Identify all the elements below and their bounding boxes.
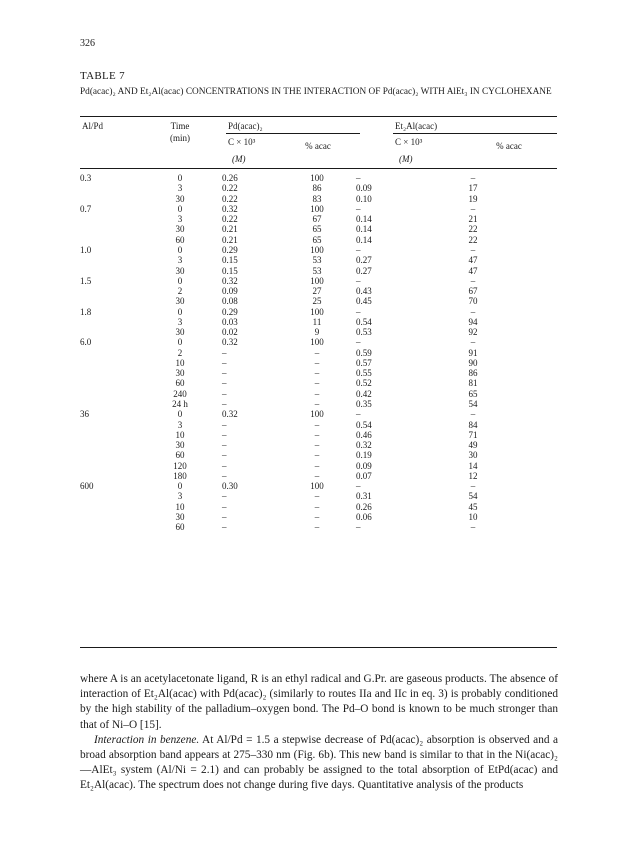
cell-time: 30: [175, 511, 185, 522]
cell-time: 2: [177, 347, 183, 358]
cell-et-acac: 91: [468, 347, 478, 358]
cell-et-conc: –: [356, 306, 361, 317]
cell-al-pd: 36: [80, 409, 89, 420]
cell-et-acac: 71: [468, 429, 478, 440]
cell-et-conc: –: [356, 203, 361, 214]
table-row: [80, 512, 526, 522]
cell-pd-conc: 0.02: [222, 327, 238, 338]
cell-time: 30: [175, 224, 185, 235]
header-pd-group: Pd(acac)₂: [228, 121, 263, 131]
cell-pd-acac: –: [314, 501, 320, 512]
cell-time: 0: [177, 306, 183, 317]
table-row: [80, 348, 526, 358]
cell-time: 30: [175, 193, 185, 204]
cell-pd-acac: –: [314, 347, 320, 358]
table-row: [80, 481, 526, 491]
cell-al-pd: [80, 368, 138, 378]
cell-et-conc: 0.59: [356, 347, 372, 358]
table-row: [80, 214, 526, 224]
cell-al-pd: [80, 194, 138, 204]
cell-pd-acac: –: [314, 388, 320, 399]
cell-et-acac: –: [470, 244, 476, 255]
cell-et-acac: 14: [468, 460, 478, 471]
cell-al-pd: 0.3: [80, 173, 92, 184]
cell-pd-conc: –: [222, 511, 227, 522]
cell-pd-acac: 11: [312, 316, 322, 327]
cell-et-conc: 0.53: [356, 327, 372, 338]
table-row: [80, 471, 526, 481]
cell-time: 30: [175, 440, 185, 451]
cell-time: 60: [175, 522, 185, 533]
cell-pd-conc: –: [222, 450, 227, 461]
cell-et-acac: 30: [468, 450, 478, 461]
header-al-pd: Al/Pd: [82, 121, 104, 131]
cell-pd-acac: –: [314, 398, 320, 409]
cell-pd-acac: –: [314, 491, 320, 502]
cell-et-conc: 0.35: [356, 398, 372, 409]
cell-pd-conc: 0.21: [222, 224, 238, 235]
cell-pd-acac: 100: [310, 409, 324, 420]
cell-al-pd: [80, 491, 138, 501]
cell-time: 3: [177, 214, 183, 225]
cell-et-acac: 86: [468, 368, 478, 379]
cell-time: 0: [177, 203, 183, 214]
table-row: [80, 378, 526, 388]
cell-et-acac: 47: [468, 255, 478, 266]
cell-al-pd: 1.8: [80, 306, 92, 317]
table-row: [80, 255, 526, 265]
cell-pd-conc: –: [222, 378, 227, 389]
cell-pd-conc: 0.08: [222, 296, 238, 307]
cell-et-conc: 0.07: [356, 470, 372, 481]
table-row: [80, 450, 526, 460]
cell-al-pd: 1.0: [80, 244, 92, 255]
cell-et-conc: 0.46: [356, 429, 372, 440]
cell-pd-conc: 0.03: [222, 316, 238, 327]
table-row: [80, 327, 526, 337]
cell-pd-acac: –: [314, 378, 320, 389]
cell-et-conc: 0.09: [356, 460, 372, 471]
table-row: [80, 440, 526, 450]
header-pd-conc-unit: (M): [232, 154, 246, 164]
header-et-pct: % acac: [496, 141, 522, 151]
cell-pd-acac: 100: [310, 481, 324, 492]
cell-pd-conc: –: [222, 419, 227, 430]
cell-pd-acac: 100: [310, 275, 324, 286]
cell-et-acac: –: [470, 481, 476, 492]
cell-et-acac: 90: [468, 357, 478, 368]
cell-al-pd: [80, 471, 138, 481]
table-row: [80, 317, 526, 327]
cell-et-acac: 22: [468, 234, 478, 245]
cell-et-conc: –: [356, 173, 361, 184]
cell-al-pd: [80, 450, 138, 460]
cell-et-conc: 0.10: [356, 193, 372, 204]
cell-pd-conc: 0.32: [222, 337, 238, 348]
cell-pd-acac: 100: [310, 337, 324, 348]
cell-pd-acac: 100: [310, 244, 324, 255]
cell-pd-conc: 0.15: [222, 255, 238, 266]
table-row: [80, 460, 526, 470]
cell-pd-acac: –: [314, 522, 320, 533]
cell-pd-conc: –: [222, 522, 227, 533]
cell-time: 60: [175, 378, 185, 389]
cell-pd-acac: –: [314, 460, 320, 471]
cell-et-conc: 0.45: [356, 296, 372, 307]
cell-et-conc: 0.43: [356, 286, 372, 297]
cell-al-pd: [80, 358, 138, 368]
cell-time: 0: [177, 409, 183, 420]
cell-time: 3: [177, 316, 183, 327]
cell-al-pd: [80, 389, 138, 399]
table-body: [80, 173, 526, 532]
table-row: [80, 419, 526, 429]
paragraph-2-heading: Interaction in benzene.: [94, 733, 200, 746]
cell-pd-acac: –: [314, 450, 320, 461]
pd-group-rule: [226, 133, 360, 134]
cell-et-conc: –: [356, 409, 361, 420]
cell-pd-acac: 9: [314, 327, 320, 338]
cell-pd-conc: 0.09: [222, 286, 238, 297]
cell-et-acac: 45: [468, 501, 478, 512]
cell-pd-acac: 100: [310, 306, 324, 317]
table-header-rule: [80, 168, 557, 169]
cell-pd-conc: 0.22: [222, 214, 238, 225]
cell-pd-acac: –: [314, 357, 320, 368]
cell-et-acac: 84: [468, 419, 478, 430]
cell-al-pd: [80, 348, 138, 358]
cell-et-acac: 65: [468, 388, 478, 399]
cell-pd-acac: –: [314, 429, 320, 440]
cell-al-pd: [80, 430, 138, 440]
header-time: Time: [170, 121, 190, 131]
et-group-rule: [393, 133, 557, 134]
cell-et-acac: –: [470, 409, 476, 420]
cell-time: 30: [175, 327, 185, 338]
table-row: [80, 224, 526, 234]
table-row: [80, 265, 526, 275]
cell-pd-acac: 27: [312, 286, 322, 297]
cell-al-pd: [80, 399, 138, 409]
cell-et-conc: 0.42: [356, 388, 372, 399]
cell-pd-acac: 67: [312, 214, 322, 225]
cell-et-acac: 49: [468, 440, 478, 451]
cell-et-acac: 22: [468, 224, 478, 235]
cell-al-pd: 6.0: [80, 337, 92, 348]
cell-et-acac: –: [470, 275, 476, 286]
table-row: [80, 491, 526, 501]
cell-pd-conc: 0.32: [222, 275, 238, 286]
cell-time: 30: [175, 368, 185, 379]
cell-et-acac: 54: [468, 491, 478, 502]
cell-et-acac: 47: [468, 265, 478, 276]
cell-et-acac: 67: [468, 286, 478, 297]
cell-pd-conc: –: [222, 501, 227, 512]
cell-pd-conc: 0.30: [222, 481, 238, 492]
cell-time: 3: [177, 491, 183, 502]
cell-time: 10: [175, 501, 185, 512]
header-pd-pct: % acac: [305, 141, 331, 151]
table-caption: Pd(acac)₂ AND Et₂Al(acac) CONCENTRATIONS IN THE INTERACTION OF Pd(acac)₂ WITH AlEt₃ IN CYCLOHEXANE: [80, 87, 552, 97]
cell-time: 240: [173, 388, 187, 399]
cell-et-acac: –: [470, 173, 476, 184]
cell-time: 60: [175, 234, 185, 245]
cell-pd-acac: 53: [312, 255, 322, 266]
cell-pd-acac: 100: [310, 203, 324, 214]
cell-pd-conc: –: [222, 388, 227, 399]
table-row: [80, 183, 526, 193]
cell-et-conc: 0.14: [356, 234, 372, 245]
cell-et-acac: 21: [468, 214, 478, 225]
cell-al-pd: [80, 460, 138, 470]
cell-et-conc: –: [356, 337, 361, 348]
cell-pd-acac: 53: [312, 265, 322, 276]
cell-et-conc: 0.52: [356, 378, 372, 389]
cell-al-pd: [80, 512, 138, 522]
table-row: [80, 276, 526, 286]
cell-time: 30: [175, 265, 185, 276]
table-label: TABLE 7: [80, 70, 125, 82]
cell-et-conc: –: [356, 244, 361, 255]
cell-et-conc: –: [356, 275, 361, 286]
cell-time: 0: [177, 481, 183, 492]
paragraph-1: where A is an acetylacetonate ligand, R is an ethyl radical and G.Pr. are gaseous products. The absence of interaction of Et₂Al(acac) with Pd(acac)₂ (similarly to routes IIa and IIc in eq. 3) is probably conditioned by the high stability of the palladium–oxygen bond. The Pd–O bond is known to be much stronger than that of Ni–O [15].: [80, 673, 558, 731]
cell-pd-conc: –: [222, 368, 227, 379]
cell-et-conc: 0.26: [356, 501, 372, 512]
cell-et-conc: 0.32: [356, 440, 372, 451]
cell-et-conc: 0.19: [356, 450, 372, 461]
cell-al-pd: [80, 317, 138, 327]
table-row: [80, 296, 526, 306]
cell-pd-conc: 0.26: [222, 173, 238, 184]
cell-time: 24 h: [172, 398, 188, 409]
cell-time: 180: [173, 470, 187, 481]
cell-al-pd: [80, 440, 138, 450]
cell-pd-conc: –: [222, 429, 227, 440]
cell-et-acac: –: [470, 522, 476, 533]
cell-et-acac: 12: [468, 470, 478, 481]
cell-time: 3: [177, 255, 183, 266]
cell-pd-acac: 83: [312, 193, 322, 204]
cell-time: 120: [173, 460, 187, 471]
cell-et-acac: 81: [468, 378, 478, 389]
table-row: [80, 409, 526, 419]
cell-et-acac: –: [470, 203, 476, 214]
cell-time: 0: [177, 275, 183, 286]
cell-al-pd: [80, 502, 138, 512]
cell-pd-conc: –: [222, 491, 227, 502]
cell-et-acac: 92: [468, 327, 478, 338]
table-row: [80, 173, 526, 183]
cell-pd-conc: 0.15: [222, 265, 238, 276]
table-row: [80, 235, 526, 245]
cell-et-conc: 0.57: [356, 357, 372, 368]
paragraph-2-text: At Al/Pd = 1.5 a stepwise decrease of Pd(acac)₂ absorption is observed and a broad absorption band appears at 275–330 nm (Fig. 6b). This new band is similar to that in the Ni(acac)₂—AlEt₃ system (Al/Ni = 2.1) and can probably be assigned to the total absorption of EtPd(acac) and Et₂Al(acac). The spectrum does not change during five days. Quantitative analysis of the products: [80, 733, 559, 792]
cell-pd-conc: 0.29: [222, 306, 238, 317]
cell-time: 10: [175, 429, 185, 440]
cell-et-conc: –: [356, 522, 361, 533]
table-row: [80, 194, 526, 204]
cell-pd-acac: –: [314, 470, 320, 481]
body-text: [80, 672, 558, 794]
cell-al-pd: [80, 327, 138, 337]
cell-pd-conc: –: [222, 470, 227, 481]
table-row: [80, 430, 526, 440]
cell-time: 0: [177, 244, 183, 255]
table-row: [80, 286, 526, 296]
header-time-unit: (min): [170, 133, 190, 143]
cell-et-conc: 0.14: [356, 214, 372, 225]
cell-time: 3: [177, 183, 183, 194]
cell-et-acac: –: [470, 306, 476, 317]
cell-et-conc: 0.55: [356, 368, 372, 379]
table-row: [80, 502, 526, 512]
paragraph-2: [80, 733, 558, 794]
table-row: [80, 306, 526, 316]
cell-al-pd: [80, 286, 138, 296]
table-row: [80, 522, 526, 532]
cell-et-conc: 0.09: [356, 183, 372, 194]
cell-pd-conc: –: [222, 460, 227, 471]
cell-al-pd: [80, 235, 138, 245]
header-et-group: Et₂Al(acac): [395, 121, 438, 131]
cell-time: 3: [177, 419, 183, 430]
cell-time: 10: [175, 357, 185, 368]
cell-pd-conc: 0.22: [222, 193, 238, 204]
cell-pd-conc: 0.29: [222, 244, 238, 255]
table-row: [80, 399, 526, 409]
cell-pd-acac: –: [314, 419, 320, 430]
cell-al-pd: 1.5: [80, 275, 92, 286]
cell-al-pd: [80, 224, 138, 234]
cell-pd-conc: 0.32: [222, 203, 238, 214]
cell-pd-acac: 65: [312, 224, 322, 235]
cell-pd-conc: –: [222, 398, 227, 409]
cell-et-acac: 19: [468, 193, 478, 204]
cell-al-pd: [80, 522, 138, 532]
cell-al-pd: [80, 296, 138, 306]
cell-time: 0: [177, 337, 183, 348]
cell-pd-conc: –: [222, 347, 227, 358]
cell-et-acac: 70: [468, 296, 478, 307]
cell-pd-acac: 86: [312, 183, 322, 194]
cell-time: 60: [175, 450, 185, 461]
cell-et-conc: 0.54: [356, 419, 372, 430]
cell-pd-conc: 0.32: [222, 409, 238, 420]
cell-al-pd: [80, 378, 138, 388]
table-row: [80, 358, 526, 368]
cell-et-conc: 0.31: [356, 491, 372, 502]
table-row: [80, 368, 526, 378]
cell-et-conc: 0.27: [356, 255, 372, 266]
table-row: [80, 337, 526, 347]
table-bottom-rule: [80, 647, 557, 648]
header-pd-conc: C × 10³: [228, 137, 256, 147]
cell-et-acac: 54: [468, 398, 478, 409]
cell-pd-conc: –: [222, 440, 227, 451]
header-et-conc-unit: (M): [399, 154, 413, 164]
cell-et-conc: 0.06: [356, 511, 372, 522]
cell-pd-acac: 100: [310, 173, 324, 184]
cell-et-conc: 0.54: [356, 316, 372, 327]
cell-al-pd: [80, 183, 138, 193]
cell-al-pd: 600: [80, 481, 94, 492]
table-row: [80, 389, 526, 399]
table-row: [80, 204, 526, 214]
cell-al-pd: 0.7: [80, 203, 92, 214]
cell-et-acac: 94: [468, 316, 478, 327]
cell-pd-conc: 0.21: [222, 234, 238, 245]
cell-pd-acac: 25: [312, 296, 322, 307]
cell-al-pd: [80, 255, 138, 265]
cell-time: 30: [175, 296, 185, 307]
cell-al-pd: [80, 214, 138, 224]
cell-et-conc: –: [356, 481, 361, 492]
cell-pd-acac: 65: [312, 234, 322, 245]
cell-et-acac: –: [470, 337, 476, 348]
cell-et-conc: 0.27: [356, 265, 372, 276]
data-table: [80, 173, 526, 532]
cell-pd-acac: –: [314, 511, 320, 522]
cell-al-pd: [80, 265, 138, 275]
cell-et-acac: 10: [468, 511, 478, 522]
cell-al-pd: [80, 419, 138, 429]
cell-time: 0: [177, 173, 183, 184]
cell-et-conc: 0.14: [356, 224, 372, 235]
cell-time: 2: [177, 286, 183, 297]
cell-pd-conc: 0.22: [222, 183, 238, 194]
page-number: 326: [80, 38, 95, 49]
cell-pd-conc: –: [222, 357, 227, 368]
table-top-rule: [80, 116, 557, 117]
cell-pd-acac: –: [314, 368, 320, 379]
header-et-conc: C × 10³: [395, 137, 423, 147]
table-row: [80, 245, 526, 255]
cell-pd-acac: –: [314, 440, 320, 451]
cell-et-acac: 17: [468, 183, 478, 194]
